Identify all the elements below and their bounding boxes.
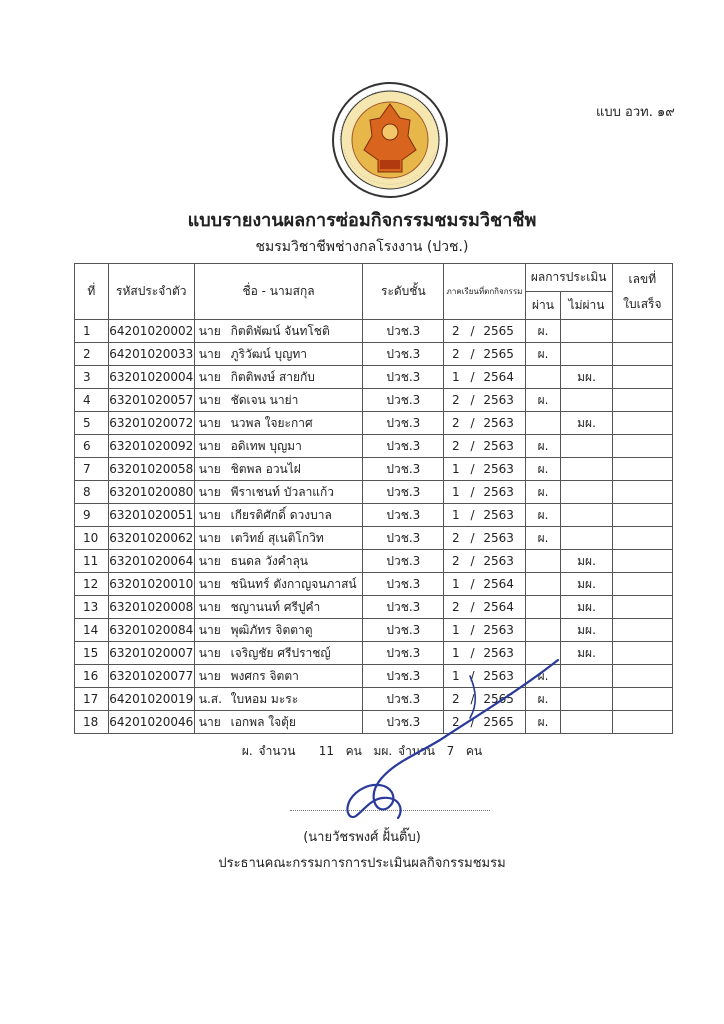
cell-slash: / <box>466 527 480 550</box>
cell-slash: / <box>466 435 480 458</box>
club-name: ชมรมวิชาชีพช่างกลโรงงาน (ปวช.) <box>255 239 469 255</box>
cell-fail: มผ. <box>561 573 612 596</box>
cell-term: 1 <box>444 458 466 481</box>
report-title: แบบรายงานผลการซ่อมกิจกรรมชมรมวิชาชีพ <box>187 210 537 231</box>
table-row <box>75 458 673 481</box>
cell-fail <box>561 458 612 481</box>
table-row <box>75 642 673 665</box>
cell-level: ปวช.3 <box>363 412 444 435</box>
cell-receipt <box>612 550 672 573</box>
table-row <box>75 573 673 596</box>
signer-name: (นายวัชรพงศ์ ฝั้นติ๊บ) <box>303 830 421 845</box>
cell-pass: ผ. <box>525 688 561 711</box>
cell-name: เกียรติศักดิ์ ดวงบาล <box>229 504 363 527</box>
cell-no: 9 <box>75 504 109 527</box>
table-row <box>75 550 673 573</box>
cell-prefix: นาย <box>194 596 228 619</box>
cell-fail <box>561 320 612 343</box>
cell-fail <box>561 389 612 412</box>
cell-level: ปวช.3 <box>363 527 444 550</box>
cell-pass <box>525 596 561 619</box>
cell-no: 13 <box>75 596 109 619</box>
cell-no: 14 <box>75 619 109 642</box>
cell-prefix: นาย <box>194 481 228 504</box>
header-level: ระดับชั้น <box>363 264 444 320</box>
cell-pass <box>525 366 561 389</box>
cell-name: พีราเชนท์ บัวลาแก้ว <box>229 481 363 504</box>
cell-year: 2565 <box>479 688 525 711</box>
table-row <box>75 320 673 343</box>
cell-prefix: นาย <box>194 504 228 527</box>
cell-student-id: 63201020057 <box>108 389 194 412</box>
cell-prefix: นาย <box>194 435 228 458</box>
cell-level: ปวช.3 <box>363 596 444 619</box>
cell-slash: / <box>466 550 480 573</box>
cell-year: 2563 <box>479 389 525 412</box>
cell-no: 12 <box>75 573 109 596</box>
cell-pass <box>525 412 561 435</box>
cell-receipt <box>612 642 672 665</box>
cell-receipt <box>612 458 672 481</box>
cell-pass: ผ. <box>525 343 561 366</box>
cell-year: 2565 <box>479 320 525 343</box>
cell-prefix: นาย <box>194 343 228 366</box>
cell-level: ปวช.3 <box>363 550 444 573</box>
cell-pass: ผ. <box>525 665 561 688</box>
cell-name: กิตติพัฒน์ จันทโชติ <box>229 320 363 343</box>
cell-student-id: 63201020004 <box>108 366 194 389</box>
cell-pass: ผ. <box>525 481 561 504</box>
cell-slash: / <box>466 573 480 596</box>
cell-fail <box>561 481 612 504</box>
cell-pass <box>525 550 561 573</box>
cell-pass <box>525 619 561 642</box>
cell-prefix: นาย <box>194 573 228 596</box>
cell-pass: ผ. <box>525 389 561 412</box>
cell-level: ปวช.3 <box>363 343 444 366</box>
cell-name: พงศกร จิตตา <box>229 665 363 688</box>
cell-name: พุฒิภัทร จิตตาตู <box>229 619 363 642</box>
header-pass: ผ่าน <box>525 292 561 320</box>
cell-pass: ผ. <box>525 458 561 481</box>
cell-no: 17 <box>75 688 109 711</box>
cell-term: 2 <box>444 550 466 573</box>
cell-receipt <box>612 596 672 619</box>
cell-year: 2563 <box>479 527 525 550</box>
cell-level: ปวช.3 <box>363 389 444 412</box>
cell-year: 2563 <box>479 550 525 573</box>
cell-level: ปวช.3 <box>363 573 444 596</box>
cell-student-id: 63201020007 <box>108 642 194 665</box>
cell-receipt <box>612 573 672 596</box>
cell-receipt <box>612 527 672 550</box>
cell-pass: ผ. <box>525 504 561 527</box>
cell-receipt <box>612 688 672 711</box>
cell-term: 2 <box>444 435 466 458</box>
cell-slash: / <box>466 366 480 389</box>
cell-no: 3 <box>75 366 109 389</box>
cell-prefix: นาย <box>194 366 228 389</box>
cell-name: ชัดเจน นาย่า <box>229 389 363 412</box>
cell-receipt <box>612 343 672 366</box>
cell-prefix: นาย <box>194 711 228 734</box>
cell-fail: มผ. <box>561 596 612 619</box>
cell-no: 11 <box>75 550 109 573</box>
cell-slash: / <box>466 596 480 619</box>
results-table <box>74 263 673 734</box>
table-row <box>75 343 673 366</box>
cell-year: 2563 <box>479 435 525 458</box>
table-row <box>75 412 673 435</box>
cell-fail: มผ. <box>561 412 612 435</box>
header-student-id: รหัสประจำตัว <box>108 264 194 320</box>
cell-year: 2563 <box>479 481 525 504</box>
cell-prefix: นาย <box>194 550 228 573</box>
table-row <box>75 596 673 619</box>
cell-receipt <box>612 320 672 343</box>
cell-receipt <box>612 665 672 688</box>
cell-slash: / <box>466 389 480 412</box>
cell-receipt <box>612 481 672 504</box>
cell-name: นวพล ใจยะกาศ <box>229 412 363 435</box>
cell-slash: / <box>466 481 480 504</box>
cell-slash: / <box>466 665 480 688</box>
cell-fail <box>561 711 612 734</box>
cell-pass <box>525 642 561 665</box>
table-row <box>75 665 673 688</box>
header-receipt <box>612 264 672 320</box>
cell-student-id: 64201020033 <box>108 343 194 366</box>
cell-year: 2563 <box>479 458 525 481</box>
cell-receipt <box>612 389 672 412</box>
cell-student-id: 63201020092 <box>108 435 194 458</box>
cell-term: 2 <box>444 389 466 412</box>
cell-fail <box>561 435 612 458</box>
cell-student-id: 63201020072 <box>108 412 194 435</box>
cell-no: 4 <box>75 389 109 412</box>
cell-term: 1 <box>444 573 466 596</box>
cell-year: 2564 <box>479 366 525 389</box>
cell-term: 2 <box>444 343 466 366</box>
cell-no: 10 <box>75 527 109 550</box>
cell-fail <box>561 665 612 688</box>
cell-slash: / <box>466 458 480 481</box>
cell-no: 16 <box>75 665 109 688</box>
cell-student-id: 64201020002 <box>108 320 194 343</box>
cell-level: ปวช.3 <box>363 504 444 527</box>
cell-receipt <box>612 504 672 527</box>
header-no: ที่ <box>75 264 109 320</box>
signature-line <box>290 810 490 811</box>
cell-no: 15 <box>75 642 109 665</box>
cell-name: เอกพล ใจตุ้ย <box>229 711 363 734</box>
cell-slash: / <box>466 688 480 711</box>
cell-term: 1 <box>444 504 466 527</box>
cell-slash: / <box>466 412 480 435</box>
table-row <box>75 688 673 711</box>
header-receipt-line1: เลขที่ <box>628 271 657 286</box>
cell-term: 1 <box>444 642 466 665</box>
cell-year: 2564 <box>479 596 525 619</box>
cell-year: 2564 <box>479 573 525 596</box>
cell-term: 2 <box>444 527 466 550</box>
cell-name: อดิเทพ บุญมา <box>229 435 363 458</box>
cell-fail: มผ. <box>561 366 612 389</box>
cell-no: 5 <box>75 412 109 435</box>
cell-prefix: นาย <box>194 642 228 665</box>
cell-prefix: นาย <box>194 665 228 688</box>
header-result: ผลการประเมิน <box>525 264 612 292</box>
cell-level: ปวช.3 <box>363 366 444 389</box>
cell-prefix: นาย <box>194 619 228 642</box>
cell-term: 1 <box>444 366 466 389</box>
form-code: แบบ อวท. ๑๙ <box>596 105 675 120</box>
table-row <box>75 619 673 642</box>
cell-level: ปวช.3 <box>363 688 444 711</box>
cell-year: 2565 <box>479 711 525 734</box>
cell-level: ปวช.3 <box>363 481 444 504</box>
cell-prefix: นาย <box>194 458 228 481</box>
cell-name: ชนินทร์ ตังกาญจนภาสน์ <box>229 573 363 596</box>
cell-level: ปวช.3 <box>363 665 444 688</box>
cell-no: 8 <box>75 481 109 504</box>
cell-name: กิตติพงษ์ สายกับ <box>229 366 363 389</box>
cell-pass: ผ. <box>525 527 561 550</box>
cell-name: ชิตพล อวนไฝ <box>229 458 363 481</box>
cell-student-id: 63201020064 <box>108 550 194 573</box>
cell-name: ธนดล วังคำลุน <box>229 550 363 573</box>
cell-level: ปวช.3 <box>363 619 444 642</box>
cell-student-id: 63201020058 <box>108 458 194 481</box>
table-row <box>75 435 673 458</box>
table-row <box>75 389 673 412</box>
cell-year: 2563 <box>479 504 525 527</box>
cell-student-id: 64201020046 <box>108 711 194 734</box>
cell-pass: ผ. <box>525 435 561 458</box>
table-body <box>75 320 673 734</box>
cell-fail: มผ. <box>561 642 612 665</box>
cell-no: 2 <box>75 343 109 366</box>
cell-term: 1 <box>444 619 466 642</box>
cell-receipt <box>612 619 672 642</box>
cell-prefix: นาย <box>194 412 228 435</box>
table-row <box>75 481 673 504</box>
cell-no: 18 <box>75 711 109 734</box>
table-row <box>75 366 673 389</box>
cell-year: 2563 <box>479 642 525 665</box>
cell-name: เจริญชัย ศรีปราชญ์ <box>229 642 363 665</box>
cell-fail <box>561 527 612 550</box>
cell-prefix: นาย <box>194 527 228 550</box>
association-logo <box>330 80 450 200</box>
cell-receipt <box>612 366 672 389</box>
cell-pass <box>525 573 561 596</box>
header-name: ชื่อ - นามสกุล <box>194 264 363 320</box>
cell-fail <box>561 504 612 527</box>
cell-student-id: 63201020080 <box>108 481 194 504</box>
summary-line: ผ. จำนวน 11 คน มผ. จำนวน 7 คน <box>241 744 483 758</box>
cell-level: ปวช.3 <box>363 320 444 343</box>
cell-slash: / <box>466 619 480 642</box>
cell-name: เตวิทย์ สุเนติโกวิท <box>229 527 363 550</box>
cell-student-id: 63201020051 <box>108 504 194 527</box>
cell-student-id: 63201020084 <box>108 619 194 642</box>
cell-term: 2 <box>444 596 466 619</box>
cell-receipt <box>612 711 672 734</box>
cell-term: 1 <box>444 481 466 504</box>
cell-student-id: 63201020062 <box>108 527 194 550</box>
cell-receipt <box>612 412 672 435</box>
cell-fail <box>561 688 612 711</box>
cell-term: 1 <box>444 665 466 688</box>
signer-role: ประธานคณะกรรมการการประเมินผลกิจกรรมชมรม <box>218 856 506 871</box>
cell-student-id: 63201020077 <box>108 665 194 688</box>
header-fail: ไม่ผ่าน <box>561 292 612 320</box>
cell-name: ใบหอม มะระ <box>229 688 363 711</box>
cell-year: 2563 <box>479 412 525 435</box>
cell-slash: / <box>466 343 480 366</box>
cell-slash: / <box>466 504 480 527</box>
cell-name: ชญานนท์ ศรีปูคำ <box>229 596 363 619</box>
cell-no: 6 <box>75 435 109 458</box>
table-row <box>75 504 673 527</box>
cell-name: ภูริวัฒน์ บุญทา <box>229 343 363 366</box>
cell-student-id: 63201020008 <box>108 596 194 619</box>
header-receipt-line2: ใบเสร็จ <box>623 296 662 311</box>
cell-level: ปวช.3 <box>363 458 444 481</box>
cell-slash: / <box>466 711 480 734</box>
cell-level: ปวช.3 <box>363 711 444 734</box>
cell-prefix: นาย <box>194 389 228 412</box>
table-row <box>75 711 673 734</box>
cell-year: 2563 <box>479 665 525 688</box>
header-term: ภาคเรียนที่ตกกิจกรรม <box>444 264 525 320</box>
cell-fail: มผ. <box>561 619 612 642</box>
cell-no: 7 <box>75 458 109 481</box>
cell-year: 2563 <box>479 619 525 642</box>
cell-term: 2 <box>444 711 466 734</box>
cell-slash: / <box>466 320 480 343</box>
cell-pass: ผ. <box>525 711 561 734</box>
cell-fail: มผ. <box>561 550 612 573</box>
cell-no: 1 <box>75 320 109 343</box>
cell-prefix: น.ส. <box>194 688 228 711</box>
cell-term: 2 <box>444 688 466 711</box>
cell-level: ปวช.3 <box>363 642 444 665</box>
cell-level: ปวช.3 <box>363 435 444 458</box>
cell-student-id: 64201020019 <box>108 688 194 711</box>
cell-student-id: 63201020010 <box>108 573 194 596</box>
cell-receipt <box>612 435 672 458</box>
cell-slash: / <box>466 642 480 665</box>
table-row <box>75 527 673 550</box>
cell-year: 2565 <box>479 343 525 366</box>
cell-term: 2 <box>444 320 466 343</box>
cell-prefix: นาย <box>194 320 228 343</box>
cell-fail <box>561 343 612 366</box>
cell-pass: ผ. <box>525 320 561 343</box>
cell-term: 2 <box>444 412 466 435</box>
